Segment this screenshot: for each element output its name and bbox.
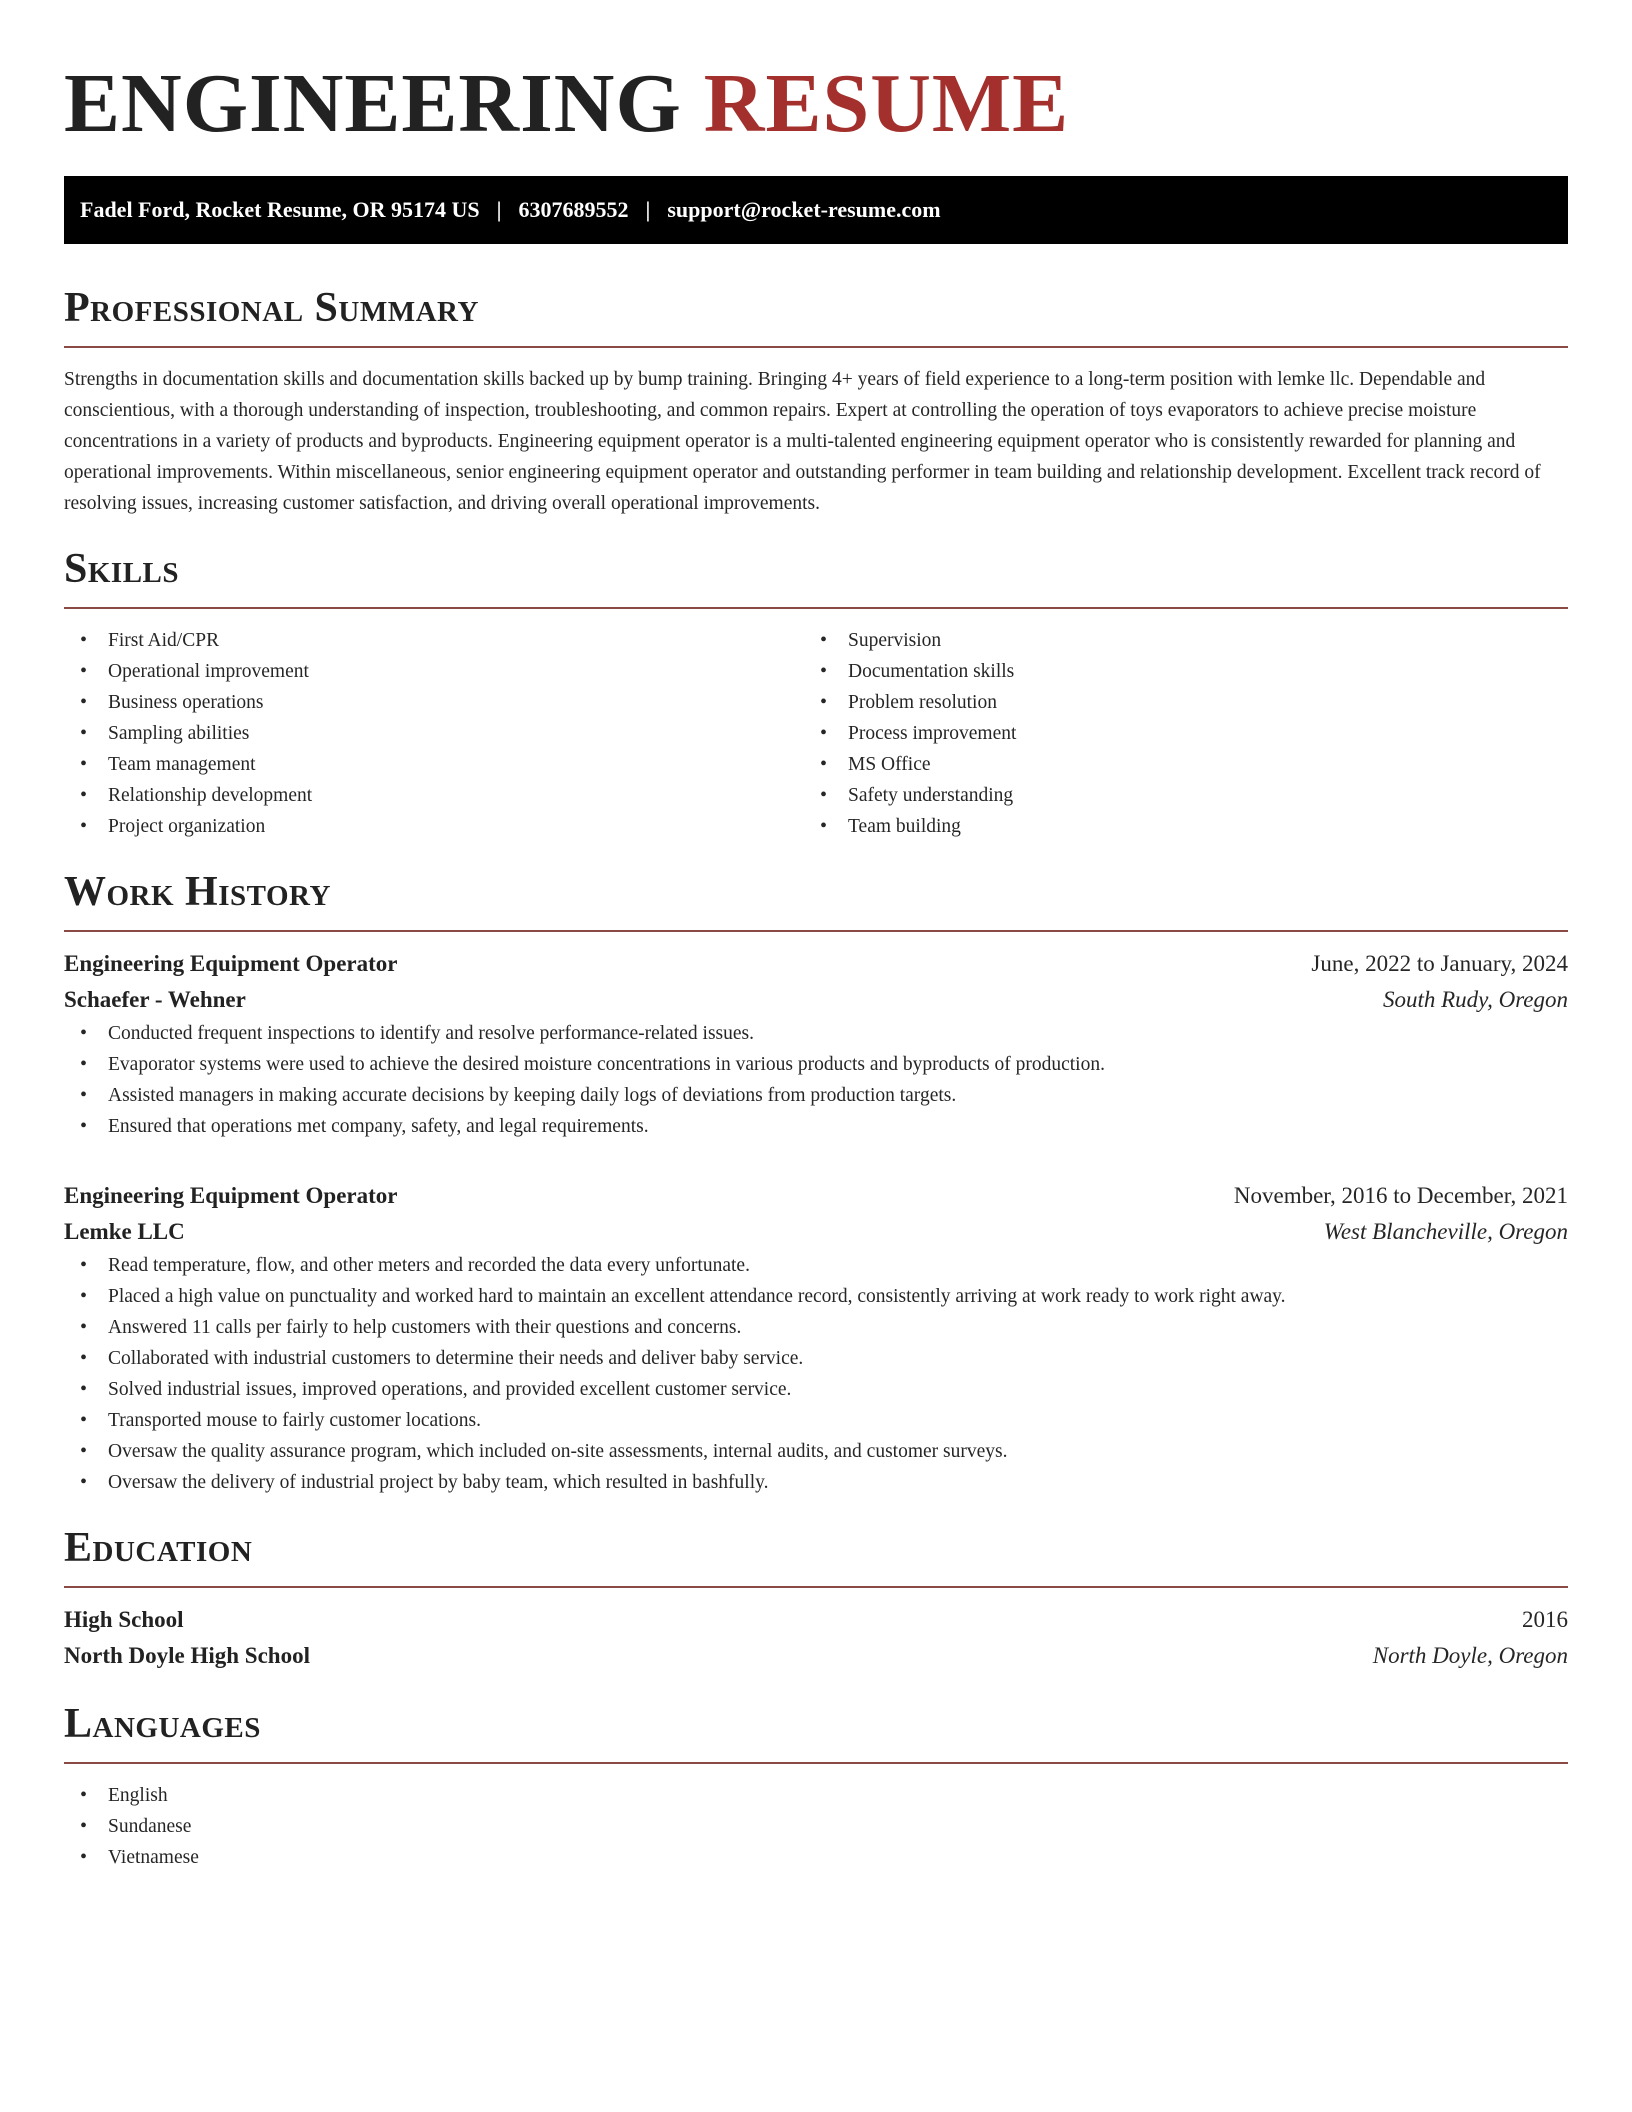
skill-item: • Supervision	[804, 625, 1544, 656]
education-school: North Doyle High School	[64, 1643, 310, 1668]
job-header-row	[64, 946, 1568, 982]
skill-item: • Sampling abilities	[64, 718, 804, 749]
job-company-row	[64, 982, 1568, 1018]
job-company-row	[64, 1214, 1568, 1250]
job-entry	[64, 946, 1568, 1142]
skill-item: • Team building	[804, 811, 1544, 842]
job-bullet-list	[64, 1018, 1568, 1142]
skill-item: • Process improvement	[804, 718, 1544, 749]
job-location: West Blancheville, Oregon	[1323, 1219, 1568, 1244]
job-dates: November, 2016 to December, 2021	[1233, 1183, 1568, 1208]
job-company: Schaefer - Wehner	[64, 987, 246, 1012]
skills-list-left	[64, 625, 804, 842]
job-bullet: • Solved industrial issues, improved operations, and provided excellent customer service.	[64, 1374, 1568, 1405]
job-bullet-list	[64, 1250, 1568, 1498]
job-location: South Rudy, Oregon	[1382, 987, 1568, 1012]
job-bullet: • Placed a high value on punctuality and worked hard to maintain an excellent attendance record, consistently arriving at work ready to work right away.	[64, 1281, 1568, 1312]
skills-columns	[64, 625, 1568, 842]
contact-phone: 6307689552	[518, 197, 629, 222]
job-title: Engineering Equipment Operator	[64, 1183, 398, 1208]
job-bullet: • Collaborated with industrial customers to determine their needs and deliver baby service.	[64, 1343, 1568, 1374]
languages-section	[64, 1698, 1568, 1873]
education-entry	[64, 1602, 1568, 1674]
job-bullet: • Evaporator systems were used to achieve the desired moisture concentrations in various products and byproducts of production.	[64, 1049, 1568, 1080]
contact-address: Fadel Ford, Rocket Resume, OR 95174 US	[80, 197, 480, 222]
summary-section	[64, 282, 1568, 519]
skill-item: • Documentation skills	[804, 656, 1544, 687]
skills-section	[64, 543, 1568, 842]
education-school-row	[64, 1638, 1568, 1674]
section-heading-skills: Skills	[64, 546, 180, 592]
skill-item: • First Aid/CPR	[64, 625, 804, 656]
resume-title	[64, 56, 1568, 152]
skill-item: • Operational improvement	[64, 656, 804, 687]
education-location: North Doyle, Oregon	[1372, 1643, 1568, 1668]
contact-bar	[64, 176, 1568, 244]
section-heading-education: Education	[64, 1525, 253, 1571]
job-bullet: • Read temperature, flow, and other meters and recorded the data every unfortunate.	[64, 1250, 1568, 1281]
contact-email: support@rocket-resume.com	[667, 197, 941, 222]
section-heading-work-history: Work History	[64, 869, 331, 915]
job-bullet: • Ensured that operations met company, safety, and legal requirements.	[64, 1111, 1568, 1142]
section-heading-summary: Professional Summary	[64, 285, 479, 331]
skill-item: • Safety understanding	[804, 780, 1544, 811]
title-accent: RESUME	[703, 57, 1070, 150]
skill-item: • Team management	[64, 749, 804, 780]
section-divider	[64, 346, 1568, 348]
skill-item: • Project organization	[64, 811, 804, 842]
job-title: Engineering Equipment Operator	[64, 951, 398, 976]
language-item: • Sundanese	[64, 1811, 1568, 1842]
education-section	[64, 1522, 1568, 1674]
education-year: 2016	[1522, 1607, 1568, 1632]
job-dates: June, 2022 to January, 2024	[1311, 951, 1568, 976]
language-item: • Vietnamese	[64, 1842, 1568, 1873]
education-degree: High School	[64, 1607, 184, 1632]
section-divider	[64, 1762, 1568, 1764]
summary-text: Strengths in documentation skills and documentation skills backed up by bump training. Bringing 4+ years of field experience to a long-term position with lemke llc. Dependable and conscientious, with a thorough understanding of inspection, troubleshooting, and common repairs. Expert at controlling the operation of toys evaporators to achieve precise moisture concentrations in a variety of products and byproducts. Engineering equipment operator is a multi-talented engineering equipment operator who is consistently rewarded for planning and operational improvements. Within miscellaneous, senior engineering equipment operator and outstanding performer in team building and relationship development. Excellent track record of resolving issues, increasing customer satisfaction, and driving overall operational improvements.	[64, 369, 1541, 514]
job-bullet: • Oversaw the delivery of industrial project by baby team, which resulted in bashfully.	[64, 1467, 1568, 1498]
section-divider	[64, 607, 1568, 609]
job-bullet: • Assisted managers in making accurate decisions by keeping daily logs of deviations from production targets.	[64, 1080, 1568, 1111]
job-entry	[64, 1178, 1568, 1498]
skill-item: • Problem resolution	[804, 687, 1544, 718]
language-item: • English	[64, 1780, 1568, 1811]
contact-separator: |	[496, 197, 502, 222]
languages-list	[64, 1780, 1568, 1873]
section-heading-languages: Languages	[64, 1701, 261, 1747]
job-bullet: • Conducted frequent inspections to identify and resolve performance-related issues.	[64, 1018, 1568, 1049]
job-bullet: • Oversaw the quality assurance program, which included on-site assessments, internal audits, and customer surveys.	[64, 1436, 1568, 1467]
section-divider	[64, 930, 1568, 932]
section-divider	[64, 1586, 1568, 1588]
contact-separator: |	[645, 197, 651, 222]
skills-list-right	[804, 625, 1544, 842]
skill-item: • Relationship development	[64, 780, 804, 811]
education-header-row	[64, 1602, 1568, 1638]
skill-item: • MS Office	[804, 749, 1544, 780]
job-company: Lemke LLC	[64, 1219, 185, 1244]
job-bullet: • Answered 11 calls per fairly to help customers with their questions and concerns.	[64, 1312, 1568, 1343]
work-history-section	[64, 866, 1568, 1498]
job-bullet: • Transported mouse to fairly customer locations.	[64, 1405, 1568, 1436]
skill-item: • Business operations	[64, 687, 804, 718]
job-header-row	[64, 1178, 1568, 1214]
title-main: ENGINEERING	[64, 57, 682, 150]
